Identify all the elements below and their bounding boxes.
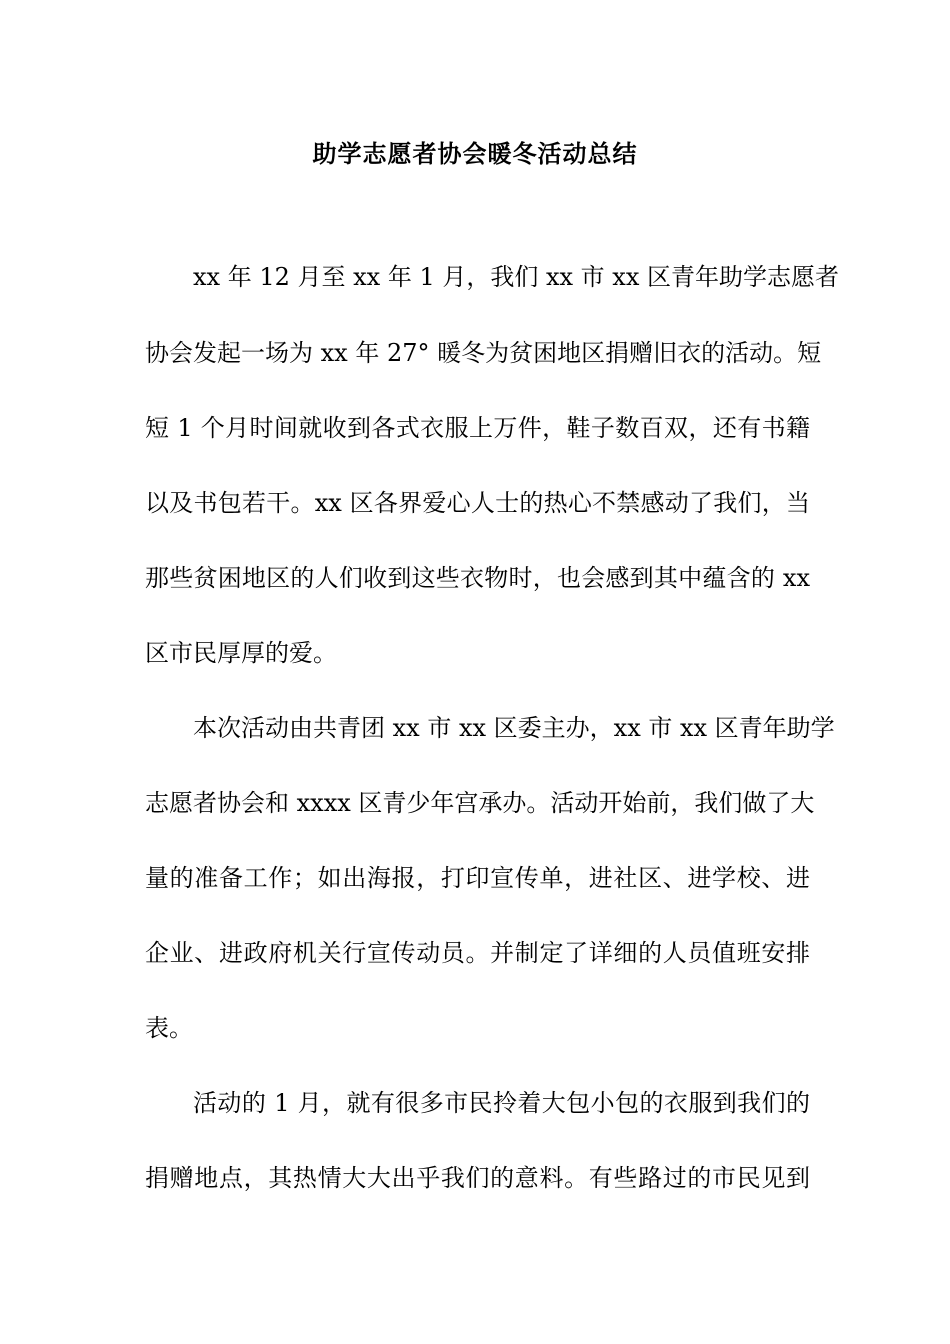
paragraph-1-line-4: 以及书包若干。xx 区各界爱心人士的热心不禁感动了我们，当 bbox=[145, 489, 810, 517]
paragraph-3-line-2: 捐赠地点，其热情大大出乎我们的意料。有些路过的市民见到 bbox=[145, 1164, 810, 1192]
paragraph-1-line-5: 那些贫困地区的人们收到这些衣物时，也会感到其中蕴含的 xx bbox=[145, 564, 810, 592]
paragraph-2-line-5: 表。 bbox=[145, 1014, 193, 1042]
paragraph-1-line-3: 短 1 个月时间就收到各式衣服上万件，鞋子数百双，还有书籍 bbox=[145, 414, 810, 442]
paragraph-2-line-2: 志愿者协会和 xxxx 区青少年宫承办。活动开始前，我们做了大 bbox=[145, 789, 815, 817]
paragraph-2-line-1: 本次活动由共青团 xx 市 xx 区委主办，xx 市 xx 区青年助学 bbox=[193, 714, 835, 742]
paragraph-3-line-1: 活动的 1 月，就有很多市民拎着大包小包的衣服到我们的 bbox=[193, 1089, 810, 1117]
paragraph-1-line-1: xx 年 12 月至 xx 年 1 月，我们 xx 市 xx 区青年助学志愿者 bbox=[193, 263, 840, 291]
paragraph-2-line-4: 企业、进政府机关行宣传动员。并制定了详细的人员值班安排 bbox=[145, 939, 810, 967]
paragraph-2-line-3: 量的准备工作；如出海报，打印宣传单，进社区、进学校、进 bbox=[145, 864, 810, 892]
paragraph-1-line-2: 协会发起一场为 xx 年 27° 暖冬为贫困地区捐赠旧衣的活动。短 bbox=[145, 339, 822, 367]
document-title: 助学志愿者协会暖冬活动总结 bbox=[312, 139, 638, 168]
paragraph-1-line-6: 区市民厚厚的爱。 bbox=[145, 639, 337, 667]
